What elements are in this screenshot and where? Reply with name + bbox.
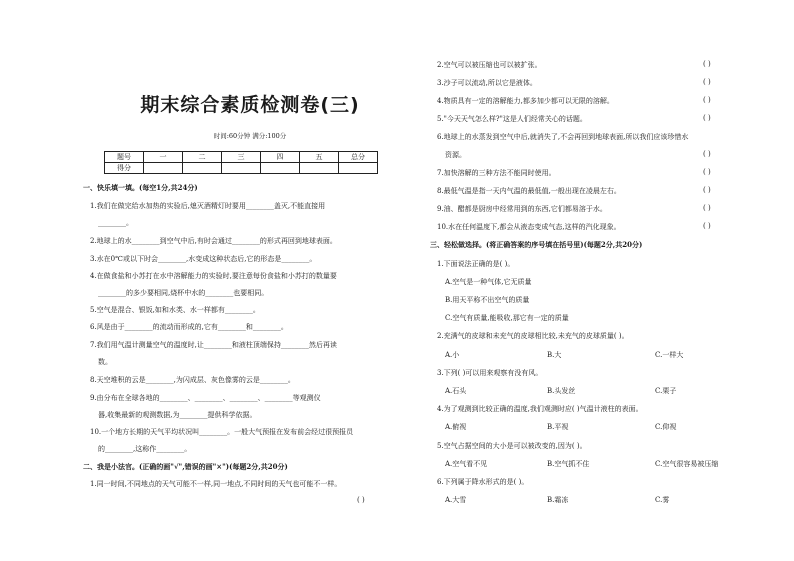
score-table-header-row — [105, 152, 378, 163]
score-table-score-row — [105, 163, 378, 174]
question-line: 4.物质具有一定的溶解能力,都多加少都可以无限的溶解。 — [437, 97, 614, 105]
score-cell: 得分 — [105, 163, 144, 174]
option-a: A.石头 — [445, 387, 467, 395]
score-cell — [183, 163, 222, 174]
question-line: 9.油、醋都是厨房中经常用到的东西,它们都易溶于水。 — [437, 205, 607, 213]
question-line: 7.我们用气温计测量空气的温度时,让________和液柱顶端保持________然后再读 — [90, 341, 337, 349]
question-line: 的________,这称作________。 — [98, 445, 192, 453]
option-a: A.空气看不见 — [445, 460, 488, 468]
question-line: 2.充满气的皮球和未充气的皮球相比较,未充气的皮球质量( )。 — [437, 332, 629, 340]
score-cell: 五 — [300, 152, 339, 163]
question-line: 10.一个地方长期的天气平均状况叫________。一般大气预报在发布前会经过很预报员 — [90, 428, 354, 436]
question-line: 7.加快溶解的三种方法不能同时使用。 — [437, 169, 556, 177]
answer-paren: ( ) — [703, 204, 711, 212]
question-line: 2.地球上的水________到空气中后,有时会通过________的形式再回到地球表面。 — [90, 237, 337, 245]
answer-paren: ( ) — [703, 168, 711, 176]
score-table — [104, 151, 378, 174]
option-b: B.平视 — [547, 423, 569, 431]
score-cell — [339, 163, 378, 174]
question-line: 资源。 — [445, 151, 466, 159]
option-a: A.大雪 — [445, 496, 467, 504]
question-line: 5.空气是混合、银饭,如和水类、水一样都有________。 — [90, 306, 260, 314]
score-cell: 题号 — [105, 152, 144, 163]
option-b: B.空气抓不住 — [547, 460, 590, 468]
question-line: ________。 — [98, 219, 133, 227]
option-c: C.空气很容易被压缩 — [655, 460, 719, 468]
question-line: 1.我们在做完给水加热的实验后,熄灭酒精灯时要用________盖灭,不能直接用 — [90, 202, 326, 210]
option-b: B.大 — [547, 351, 562, 359]
question-line: 5."今天天气怎么样?"这是人们经常关心的话题。 — [437, 115, 587, 123]
score-cell — [261, 163, 300, 174]
answer-paren: ( ) — [703, 78, 711, 86]
option-c: C.一样大 — [655, 351, 684, 359]
answer-paren: ( ) — [703, 114, 711, 122]
question-line: 1.同一时间,不同地点的天气可能不一样,同一地点,不同时间的天气也可能不一样。 — [90, 480, 342, 488]
option-b: B.头发丝 — [547, 387, 576, 395]
score-cell — [300, 163, 339, 174]
option-a: A.小 — [445, 351, 460, 359]
score-cell: 四 — [261, 152, 300, 163]
option-line: B.用天平称不出空气的质量 — [445, 296, 530, 304]
question-line: 3.水在0℃或以下时会________,水变成这种状态后,它的形态是________。 — [90, 255, 317, 263]
question-line: 6.下列属于降水形式的是( )。 — [437, 478, 529, 486]
question-line: 器,收集最新的观测数据,为________提供科学依据。 — [98, 411, 257, 419]
option-a: A.俯视 — [445, 423, 467, 431]
score-cell: 总分 — [339, 152, 378, 163]
question-line: 3.下列( )可以用来观察有没有风。 — [437, 369, 543, 377]
question-line: 6.风是由于________的流动而形成的,它有________和________。 — [90, 323, 288, 331]
option-c: C.栗子 — [655, 387, 677, 395]
answer-paren: ( ) — [703, 186, 711, 194]
question-line: 9.由分布在全球各地的________、________、________、________等观测仪 — [90, 394, 321, 402]
question-line: 2.空气可以被压缩也可以被扩张。 — [437, 61, 542, 69]
right-column — [397, 0, 794, 561]
answer-paren: ( ) — [703, 60, 711, 68]
exam-meta: 时间:60分钟 满分:100分 — [213, 132, 287, 140]
option-c: C.仰视 — [655, 423, 677, 431]
question-line: 5.空气占据空间的大小是可以被改变的,因为( )。 — [437, 442, 587, 450]
question-line: 3.沙子可以流动,所以它是液体。 — [437, 79, 537, 87]
question-line: 6.地球上的水蒸发到空气中后,就消失了,不会再回到地球表面,所以我们应该珍惜水 — [437, 133, 689, 141]
answer-paren: ( ) — [703, 96, 711, 104]
question-line: 4.在做食盐和小苏打在水中溶解能力的实验时,要注意每份食盐和小苏打的数量要 — [90, 272, 337, 280]
question-line: 8.天空堆积的云是________,为闪成层、灰色像雾的云是________。 — [90, 376, 295, 384]
answer-paren: ( ) — [357, 496, 365, 504]
question-line: 4.为了观测到比较正确的温度,我们观测时应( )气温计液柱的表面。 — [437, 405, 643, 413]
answer-paren: ( ) — [703, 222, 711, 230]
section-heading: 三、轻松做选择。(将正确答案的序号填在括号里)(每题2分,共20分) — [430, 240, 643, 249]
option-c: C.雾 — [655, 496, 670, 504]
score-cell: 三 — [222, 152, 261, 163]
score-cell: 一 — [144, 152, 183, 163]
question-line: 数。 — [98, 358, 112, 366]
option-b: B.霜冻 — [547, 496, 569, 504]
score-cell — [222, 163, 261, 174]
section-heading: 二、我是小法官。(正确的画"√",错误的画"×")(每题2分,共20分) — [83, 462, 288, 471]
score-cell: 二 — [183, 152, 222, 163]
page-title: 期末综合素质检测卷(三) — [140, 94, 360, 116]
section-heading: 一、快乐填一填。(每空1分,共24分) — [83, 183, 198, 192]
answer-paren: ( ) — [703, 150, 711, 158]
question-line: ________的多少要相同,烧杯中水的________也要相同。 — [98, 289, 269, 297]
question-line: 10.水在任何温度下,都会从液态变成气态,这样的汽化现象。 — [437, 223, 621, 231]
option-line: C.空气有质量,能吸收,那它有一定的质量 — [445, 314, 569, 322]
score-cell — [144, 163, 183, 174]
option-line: A.空气是一种气体,它无质量 — [445, 278, 532, 286]
question-line: 1.下面说法正确的是( )。 — [437, 260, 515, 268]
question-line: 8.最低气温是指一天内气温的最低值,一般出现在凌晨左右。 — [437, 187, 621, 195]
